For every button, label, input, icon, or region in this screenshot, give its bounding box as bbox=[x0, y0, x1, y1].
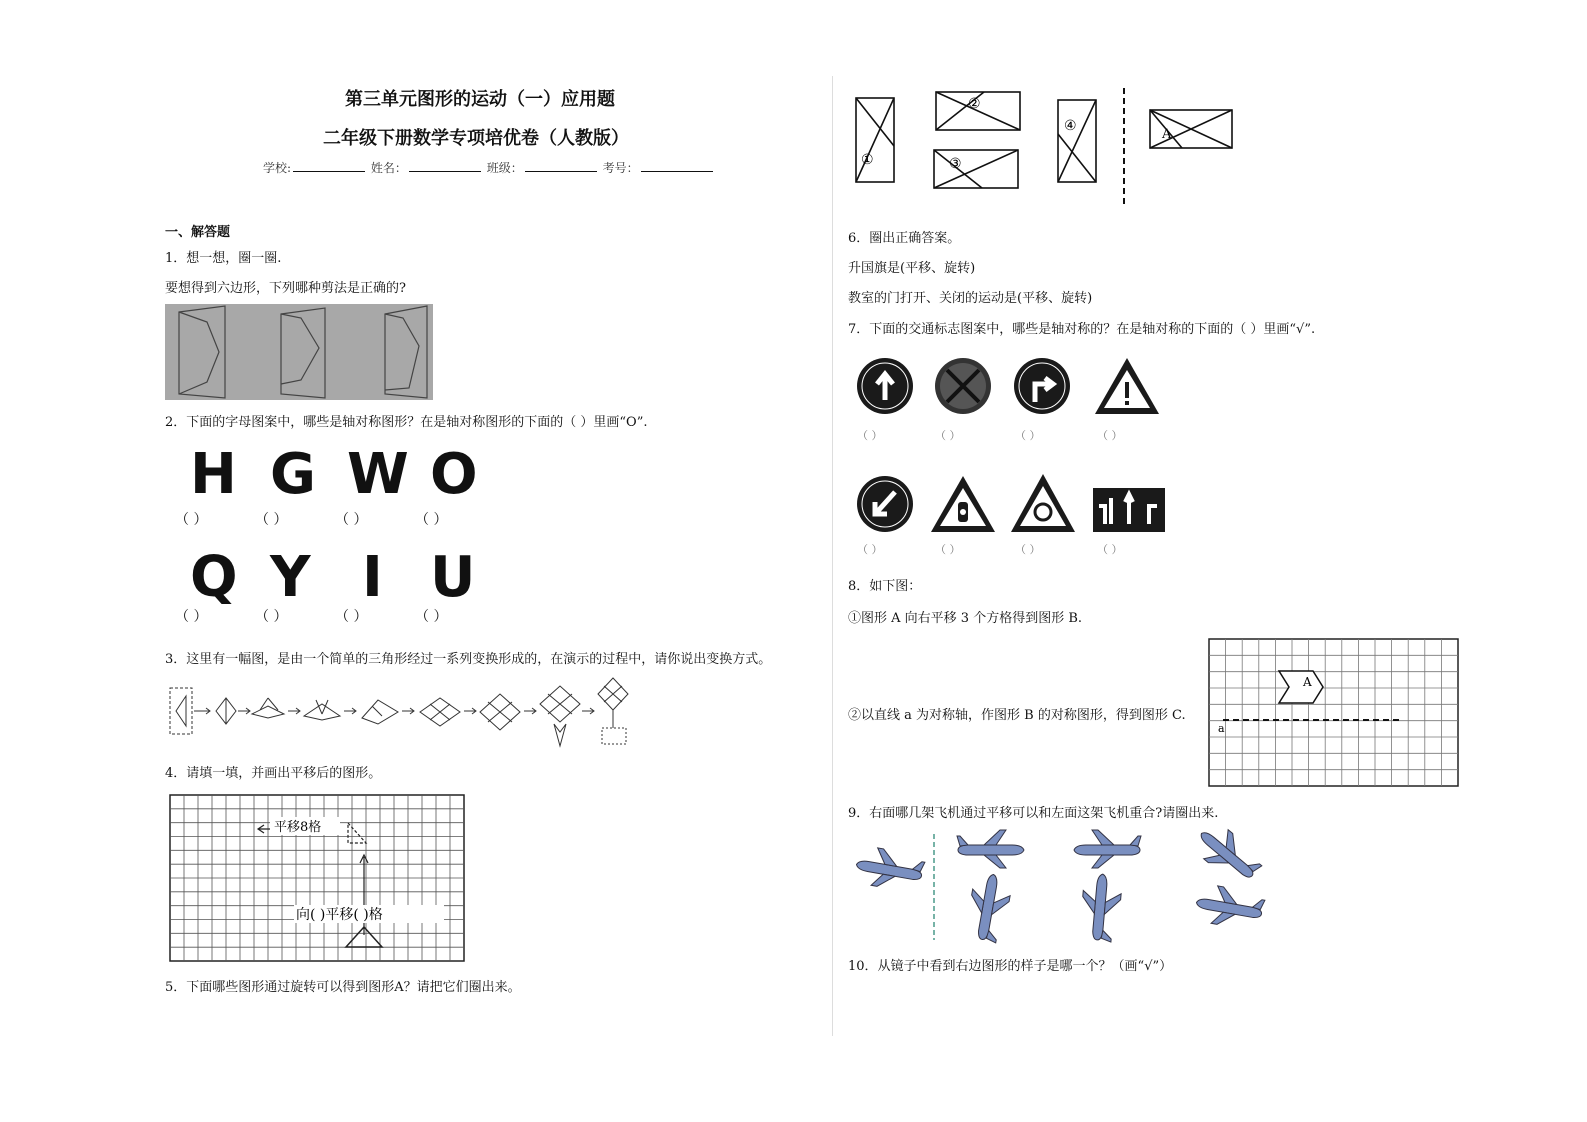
airplane-option[interactable] bbox=[1079, 873, 1123, 943]
q2-question: 2．下面的字母图案中，哪些是轴对称图形？在是轴对称图形的下面的（ ）里画“O”. bbox=[165, 415, 648, 430]
q8-line-2: ②以直线 a 为对称轴，作图形 B 的对称图形，得到图形 C. bbox=[848, 708, 1186, 723]
page-title: 第三单元图形的运动（一）应用题 bbox=[345, 89, 615, 110]
letter-q: Q bbox=[190, 545, 238, 610]
answer-paren[interactable]: （ ） bbox=[175, 512, 208, 528]
sign-traffic-light-warning bbox=[931, 476, 995, 532]
column-divider bbox=[832, 76, 833, 1036]
page-subtitle: 二年级下册数学专项培优卷（人教版） bbox=[323, 128, 629, 149]
sign-answer-paren[interactable]: （ ） bbox=[1015, 429, 1041, 442]
airplane-reference bbox=[853, 845, 926, 894]
q6-line-1: 升国旗是(平移、旋转) bbox=[848, 261, 976, 276]
q1-cut-figures bbox=[165, 304, 433, 400]
q6-line-2: 教室的门打开、关闭的运动是(平移、旋转) bbox=[848, 291, 1093, 306]
q3-question: 3．这里有一幅图，是由一个简单的三角形经过一系列变换形成的，在演示的过程中，请你说出变换方式。 bbox=[165, 652, 772, 667]
sign-answer-paren[interactable]: （ ） bbox=[935, 543, 961, 556]
q1-prompt: 1．想一想，圈一圈. bbox=[165, 251, 282, 266]
letter-g: G bbox=[270, 442, 316, 507]
q8-question: 8．如下图： bbox=[848, 579, 922, 594]
figure-a-label: A bbox=[1162, 127, 1172, 142]
airplane-option[interactable] bbox=[964, 871, 1013, 944]
airplane-option[interactable] bbox=[1193, 883, 1266, 932]
letter-h: H bbox=[190, 442, 237, 507]
student-info-line bbox=[263, 159, 715, 176]
answer-paren[interactable]: （ ） bbox=[415, 512, 448, 528]
school-label: 学校: bbox=[263, 161, 292, 175]
name-label: 姓名： bbox=[370, 161, 407, 175]
figure-a-label: A bbox=[1303, 675, 1312, 689]
letter-o: O bbox=[430, 442, 478, 507]
sign-turn-right bbox=[1014, 358, 1070, 414]
section-heading: 一、解答题 bbox=[165, 225, 231, 240]
letter-u: U bbox=[430, 545, 476, 610]
sign-no-stopping bbox=[935, 358, 991, 414]
airplane-option[interactable] bbox=[957, 830, 1024, 868]
sign-keep-left bbox=[857, 476, 913, 532]
q8-symmetry-grid bbox=[1209, 639, 1458, 786]
answer-paren[interactable]: （ ） bbox=[335, 512, 368, 528]
q4-bottom-label: 向( )平移( )格 bbox=[296, 907, 383, 923]
q7-traffic-signs-row2 bbox=[855, 472, 1167, 536]
sign-lane-directions bbox=[1093, 488, 1165, 532]
answer-paren[interactable]: （ ） bbox=[415, 609, 448, 625]
name-blank[interactable] bbox=[409, 159, 481, 172]
exam-number-blank[interactable] bbox=[641, 159, 713, 172]
sign-answer-paren[interactable]: （ ） bbox=[857, 429, 883, 442]
q9-question: 9．右面哪几架飞机通过平移可以和左面这架飞机重合?请圈出来. bbox=[848, 806, 1219, 821]
figure-number-4: ④ bbox=[1064, 118, 1077, 134]
letter-i: I bbox=[362, 545, 383, 610]
exam-number-label: 考号： bbox=[602, 161, 639, 175]
class-label: 班级： bbox=[486, 161, 523, 175]
sign-answer-paren[interactable]: （ ） bbox=[1015, 543, 1041, 556]
figure-number-1: ① bbox=[861, 152, 874, 168]
q4-question: 4．请填一填，并画出平移后的图形。 bbox=[165, 766, 382, 781]
sign-answer-paren[interactable]: （ ） bbox=[935, 429, 961, 442]
q5-rotation-figures bbox=[852, 88, 1242, 204]
answer-paren[interactable]: （ ） bbox=[335, 609, 368, 625]
q3-transformation-sequence bbox=[168, 676, 638, 748]
q9-airplanes bbox=[852, 832, 1264, 942]
sign-answer-paren[interactable]: （ ） bbox=[1097, 429, 1123, 442]
figure-number-3: ③ bbox=[949, 156, 962, 172]
q4-top-label: 平移8格 bbox=[274, 820, 322, 835]
q5-question: 5．下面哪些图形通过旋转可以得到图形A？请把它们圈出来。 bbox=[165, 980, 521, 995]
class-blank[interactable] bbox=[525, 159, 597, 172]
airplane-option[interactable] bbox=[1074, 830, 1141, 868]
sign-straight-ahead bbox=[857, 358, 913, 414]
airplane-option[interactable] bbox=[1190, 818, 1266, 890]
figure-number-2: ② bbox=[968, 96, 981, 112]
answer-paren[interactable]: （ ） bbox=[175, 609, 208, 625]
sign-warning bbox=[1095, 358, 1159, 414]
answer-paren[interactable]: （ ） bbox=[255, 609, 288, 625]
letter-w: W bbox=[347, 442, 409, 507]
letter-y: Y bbox=[270, 545, 311, 610]
sign-roundabout-warning bbox=[1011, 474, 1075, 532]
answer-paren[interactable]: （ ） bbox=[255, 512, 288, 528]
axis-a-label: a bbox=[1218, 722, 1225, 735]
q6-question: 6．圈出正确答案。 bbox=[848, 231, 961, 246]
sign-answer-paren[interactable]: （ ） bbox=[857, 543, 883, 556]
q10-question: 10．从镜子中看到右边图形的样子是哪一个？（画“√”） bbox=[848, 959, 1173, 974]
q8-line-1: ①图形 A 向右平移 3 个方格得到图形 B. bbox=[848, 611, 1083, 626]
q7-question: 7．下面的交通标志图案中，哪些是轴对称的？在是轴对称的下面的（ ）里画“√”. bbox=[848, 322, 1316, 337]
sign-answer-paren[interactable]: （ ） bbox=[1097, 543, 1123, 556]
q7-traffic-signs-row1 bbox=[855, 356, 1165, 418]
q1-question: 要想得到六边形，下列哪种剪法是正确的? bbox=[165, 281, 406, 296]
q4-translation-grid bbox=[170, 795, 464, 961]
school-blank[interactable] bbox=[293, 159, 365, 172]
